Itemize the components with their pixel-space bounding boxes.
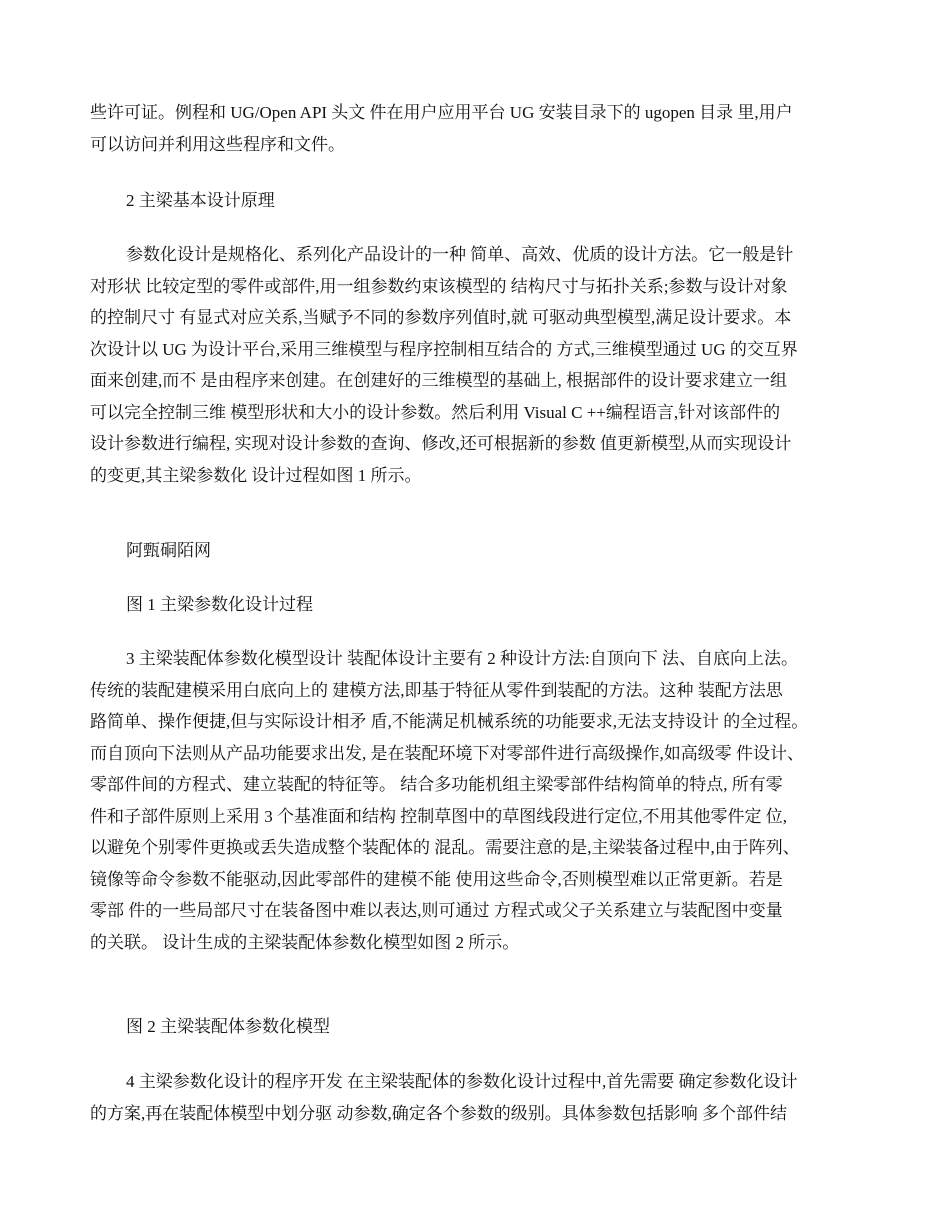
text-line: 可以访问并利用这些程序和文件。 — [90, 134, 345, 154]
caption-text: 图 2 主梁装配体参数化模型 — [126, 1017, 330, 1036]
text-line: 的方案,再在装配体模型中划分驱 动参数,确定各个参数的级别。具体参数包括影响 多个部件结 — [90, 1103, 787, 1123]
paragraph-watermark-text — [90, 535, 865, 567]
text-line: 零部 件的一些局部尺寸在装备图中难以表达,则可通过 方程式或父子关系建立与装配图中变量 — [90, 901, 783, 920]
text-line: 件和子部件原则上采用 3 个基准面和结构 控制草图中的草图线段进行定位,不用其他零件定 位, — [90, 806, 787, 826]
section-heading-2 — [90, 185, 865, 217]
text-line: 可以完全控制三维 模型形状和大小的设计参数。然后利用 Visual C ++编程语言,针对该部件的 — [90, 402, 781, 422]
paragraph-intro-tail — [90, 97, 865, 160]
text-line: 零部件间的方程式、建立装配的特征等。 结合多功能机组主梁零部件结构简单的特点, 所有零 — [90, 775, 783, 794]
caption-text: 图 1 主梁参数化设计过程 — [126, 595, 313, 614]
text-line: 传统的装配建模采用白底向上的 建模方法,即基于特征从零件到装配的方法。这种 装配方法思 — [90, 680, 783, 700]
text-line: 的关联。 设计生成的主梁装配体参数化模型如图 2 所示。 — [90, 932, 520, 952]
paragraph-section-2 — [90, 239, 865, 491]
text-line: 设计参数进行编程, 实现对设计参数的查询、修改,还可根据新的参数 值更新模型,从而实现设计 — [90, 434, 792, 453]
text-line: 面来创建,而不 是由程序来创建。在创建好的三维模型的基础上, 根据部件的设计要求建立一组 — [90, 371, 787, 390]
text-line: 阿甄硐陌网 — [126, 541, 211, 560]
text-line: 的控制尺寸 有显式对应关系,当赋予不同的参数序列值时,就 可驱动典型模型,满足设计要求。本 — [90, 308, 792, 327]
text-line: 对形状 比较定型的零件或部件,用一组参数约束该模型的 结构尺寸与拓扑关系;参数与设计对象 — [90, 276, 788, 296]
paragraph-section-4 — [90, 1066, 865, 1129]
text-line: 的变更,其主梁参数化 设计过程如图 1 所示。 — [90, 465, 422, 485]
text-line: 些许可证。例程和 UG/Open API 头文 件在用户应用平台 UG 安装目录下的 ugopen 目录 里,用户 — [90, 103, 793, 122]
heading-text: 2 主梁基本设计原理 — [126, 191, 275, 210]
text-line: 次设计以 UG 为设计平台,采用三维模型与程序控制相互结合的 方式,三维模型通过 UG 的交互界 — [90, 339, 798, 359]
text-line: 路简单、操作便捷,但与实际设计相矛 盾,不能满足机械系统的功能要求,无法支持设计 的全过程。 — [90, 712, 809, 731]
text-line: 以避免个别零件更换或丢失造成整个装配体的 混乱。需要注意的是,主梁装备过程中,由于阵列、 — [90, 838, 800, 857]
figure-2-caption — [90, 1011, 865, 1043]
text-line: 3 主梁装配体参数化模型设计 装配体设计主要有 2 种设计方法:自顶向下 法、自底向上法。 — [126, 649, 798, 668]
text-line: 参数化设计是规格化、系列化产品设计的一种 简单、高效、优质的设计方法。它一般是针 — [126, 245, 794, 264]
text-line: 镜像等命令参数不能驱动,因此零部件的建模不能 使用这些命令,否则模型难以正常更新。若是 — [90, 869, 783, 889]
text-line: 而自顶向下法则从产品功能要求出发, 是在装配环境下对零部件进行高级操作,如高级零 件设计、 — [90, 743, 804, 763]
text-line: 4 主梁参数化设计的程序开发 在主梁装配体的参数化设计过程中,首先需要 确定参数化设计 — [126, 1072, 798, 1091]
figure-1-caption — [90, 589, 865, 621]
paragraph-section-3 — [90, 643, 865, 958]
